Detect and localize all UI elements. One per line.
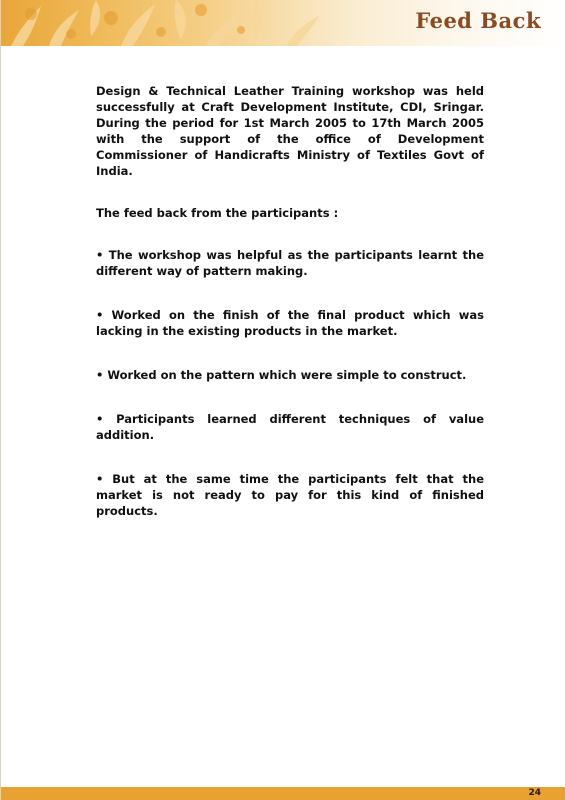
list-item: • Participants learned different techniques of value addition.: [96, 412, 484, 442]
page-number: 24: [528, 788, 541, 798]
list-item: • The workshop was helpful as the participants learnt the different way of pattern making.: [96, 248, 484, 278]
list-item: • Worked on the pattern which were simple to construct.: [96, 368, 467, 382]
list-item: • But at the same time the participants felt that the market is not ready to pay for this kind of finished products.: [96, 472, 484, 518]
intro-paragraph: Design & Technical Leather Training workshop was held successfully at Craft Development Institute, CDI, Sringar. During the period for 1st March 2005 to 17th March 2005 with the support of the office of Development Commissioner of Handicrafts Ministry of Textiles Govt of India.: [96, 84, 484, 178]
feedback-heading: The feed back from the participants :: [96, 206, 339, 220]
list-item: • Worked on the finish of the final product which was lacking in the existing products in the market.: [96, 308, 484, 338]
footer-bar: [1, 787, 566, 800]
floral-pattern-icon: [1, 0, 331, 46]
header-banner: [1, 0, 566, 46]
body-text: [96, 83, 484, 530]
page-title: Feed Back: [415, 8, 541, 33]
